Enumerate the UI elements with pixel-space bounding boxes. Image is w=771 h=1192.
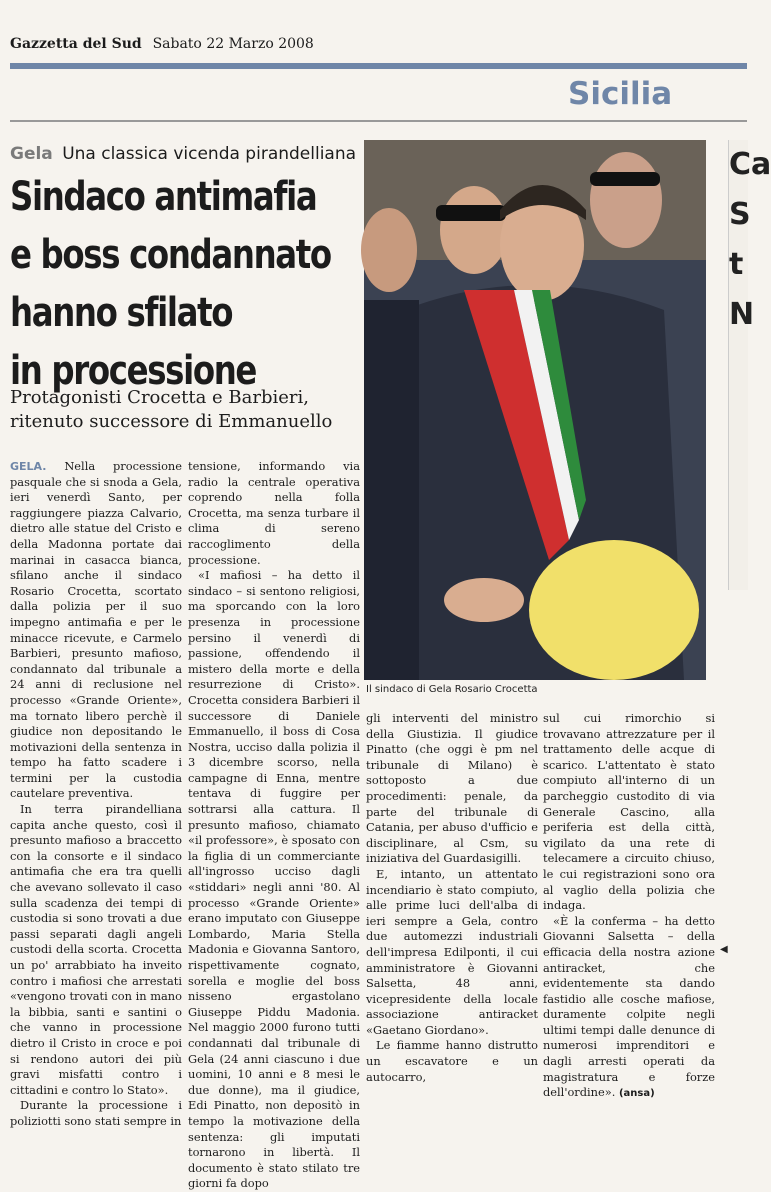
paragraph: GELA. Nella processione pasquale che si snoda a Gela, ieri venerdì Santo, per raggiungere piazza Calvario, dietro alle statue del Cristo e della Madonna portate dai marinai in casacca bianca, sfilano anche il sindaco Rosario Crocetta, scortato dalla polizia per il suo impegno antimafia e per le minacce ricevute, e Carmelo Barbieri, presunto mafioso, condannato dal tribunale a 24 anni di reclusione nel processo «Grande Oriente», ma tornato libero perchè il giudice non depositando le motivazioni della sentenza in tempo ha fatto scadere i termini per la custodia cautelare preventiva. (10, 459, 182, 801)
paragraph: sul cui rimorchio si trovavano attrezzature per il trattamento delle acque di scarico. L'attentato è stato compiuto all'interno di un parcheggio custodito di via Generale Cascino, alla periferia est della città, vigilato da una rete di telecamere a circuito chiuso, le cui registrazioni sono ora al vaglio della polizia che indaga. (543, 711, 715, 913)
crowd-photo-illustration (364, 140, 706, 680)
adjacent-article-fragment: Ca S t N (728, 140, 748, 590)
news-photo (364, 140, 706, 680)
kicker (10, 144, 356, 164)
newspaper-name: Gazzetta del Sud (10, 36, 142, 52)
article-column-1 (10, 459, 182, 1130)
masthead-rule (10, 63, 747, 69)
agency-credit: (ansa) (618, 1088, 655, 1100)
article-column-3 (366, 711, 538, 1085)
issue-date: Sabato 22 Marzo 2008 (152, 36, 314, 52)
paragraph: Le fiamme hanno distrutto un escavatore e un autocarro, (366, 1038, 538, 1084)
section-rule (10, 120, 747, 122)
kicker-place: Gela (10, 144, 53, 164)
dateline: GELA. (10, 460, 47, 473)
headline-line: hanno sfilato (10, 290, 233, 336)
paragraph: Durante la processione i poliziotti sono stati sempre in (10, 1098, 182, 1128)
paragraph: In terra pirandelliana capita anche questo, così il presunto mafioso a braccetto con la consorte e il sindaco antimafia che era tra quelli che avevano sollevato il caso sulla scadenza dei tempi di custodia si sono trovati a due passi separati dagli angeli custodi della scorta. Crocetta un po' arrabbiato ha inveito contro i mafiosi che arrestati «vengono trovati con in mano la bibbia, santi e santini o che vanno in processione dietro il Cristo in croce e poi si rendono autori dei più gravi misfatti contro i cittadini e contro lo Stato». (10, 802, 182, 1097)
paragraph: E, intanto, un attentato incendiario è stato compiuto, alle prime luci dell'alba di ieri sempre a Gela, contro due automezzi industriali dell'impresa Edilponti, il cui amministratore è Giovanni Salsetta, 48 anni, vicepresidente della locale associazione antiracket «Gaetano Giordano». (366, 866, 538, 1037)
end-marker-icon: ◀ (720, 944, 728, 955)
headline (10, 168, 331, 400)
kicker-text: Una classica vicenda pirandelliana (62, 144, 357, 164)
subheadline: Protagonisti Crocetta e Barbieri, ritenuto successore di Emmanuello (10, 387, 333, 432)
masthead (10, 36, 314, 52)
headline-line: in processione (10, 348, 257, 394)
article-column-2 (188, 459, 360, 1192)
paragraph: «I mafiosi – ha detto il sindaco – si sentono religiosi, ma sporcando con la loro presenza in processione persino il venerdì di passione, offendendo il mistero della morte e della resurrezione di Cristo». Crocetta considera Barbieri il successore di Daniele Emmanuello, il boss di Cosa Nostra, ucciso dalla polizia il 3 dicembre scorso, nella campagne di Enna, mentre tentava di fuggire per sottrarsi alla cattura. Il presunto mafioso, chiamato «il professore», è sposato con la figlia di un commerciante all'ingrosso ucciso dagli «stiddari» negli anni '80. Al processo «Grande Oriente» erano imputato con Giuseppe Lombardo, Maria Stella Madonia e Giovanna Santoro, rispettivamente cognato, sorella e moglie del boss nisseno ergastolano Giuseppe Piddu Madonia. Nel maggio 2000 furono tutti condannati dal tribunale di Gela (24 anni ciascuno i due uomini, 10 anni e 8 mesi le due donne), ma il giudice, Edi Pinatto, non depositò in tempo la motivazione della sentenza: gli imputati tornarono in libertà. Il documento è stato stilato tre giorni fa dopo (188, 568, 360, 1191)
section-title: Sicilia (568, 76, 673, 112)
headline-line: e boss condannato (10, 232, 331, 278)
article-column-4 (543, 711, 715, 1102)
paragraph: tensione, informando via radio la centrale operativa coprendo nella folla Crocetta, ma senza turbare il clima di sereno raccoglimento della processione. (188, 459, 360, 567)
paragraph: gli interventi del ministro della Giustizia. Il giudice Pinatto (che oggi è pm nel tribunale di Milano) è sottoposto a due procedimenti: penale, da parte del tribunale di Catania, per abuso d'ufficio e disciplinare, al Csm, su iniziativa del Guardasigilli. (366, 711, 538, 866)
headline-line: Sindaco antimafia (10, 174, 317, 220)
photo-caption: Il sindaco di Gela Rosario Crocetta (366, 684, 538, 695)
paragraph: «È la conferma – ha detto Giovanni Salsetta – della efficacia della nostra azione antiracket, che evidentemente sta dando fastidio alle cosche mafiose, duramente colpite negli ultimi tempi dalle denunce di numerosi imprenditori e dagli arresti operati da magistratura e forze dell'ordine». (ansa) (543, 913, 715, 1100)
